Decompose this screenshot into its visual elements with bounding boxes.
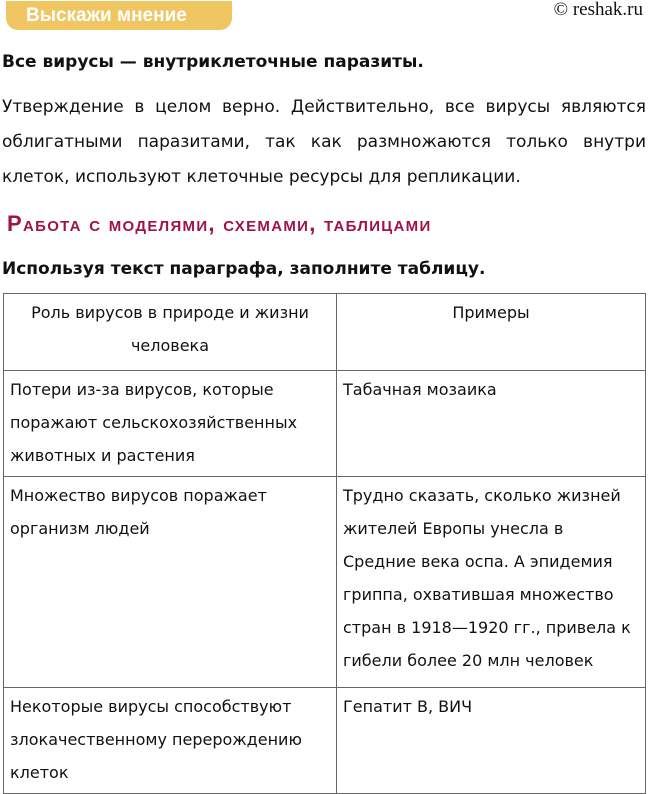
answer-paragraph: Утверждение в целом верно. Действительно, все вирусы являются облигатными паразитами, так как размножаются только внутри клеток, используют клеточные ресурсы для репликации. [2,97,646,187]
example-cell: Трудно сказать, сколько жизней жителей Европы унесла в Средние века оспа. А эпидемия гриппа, охватившая множество стран в 1918—1920 гг., привела к гибели более 20 млн человек [337,477,646,688]
role-cell: Некоторые вирусы способствуют злокачественному перерождению клеток [4,688,337,794]
header-cell: Роль вирусов в природе и жизни человека [4,294,337,371]
task-text: Используя текст параграфа, заполните таблицу. [2,259,486,279]
role-cell: Множество вирусов поражает организм людей [4,477,337,688]
roles-table [3,293,646,794]
claim-statement: Все вирусы — внутриклеточные паразиты. [2,52,424,72]
header-cell: Примеры [337,294,646,371]
example-cell: Табачная мозаика [337,371,646,477]
example-cell: Гепатит В, ВИЧ [337,688,646,794]
table-row [4,688,646,794]
section-title: Работа с моделями, схемами, таблицами [7,211,432,236]
table-header-row [4,294,646,371]
section-badge: Выскажи мнение [6,1,232,30]
table-row [4,477,646,688]
copyright: © reshak.ru [553,0,643,20]
table-row [4,371,646,477]
role-cell: Потери из-за вирусов, которые поражают сельскохозяйственных животных и растения [4,371,337,477]
